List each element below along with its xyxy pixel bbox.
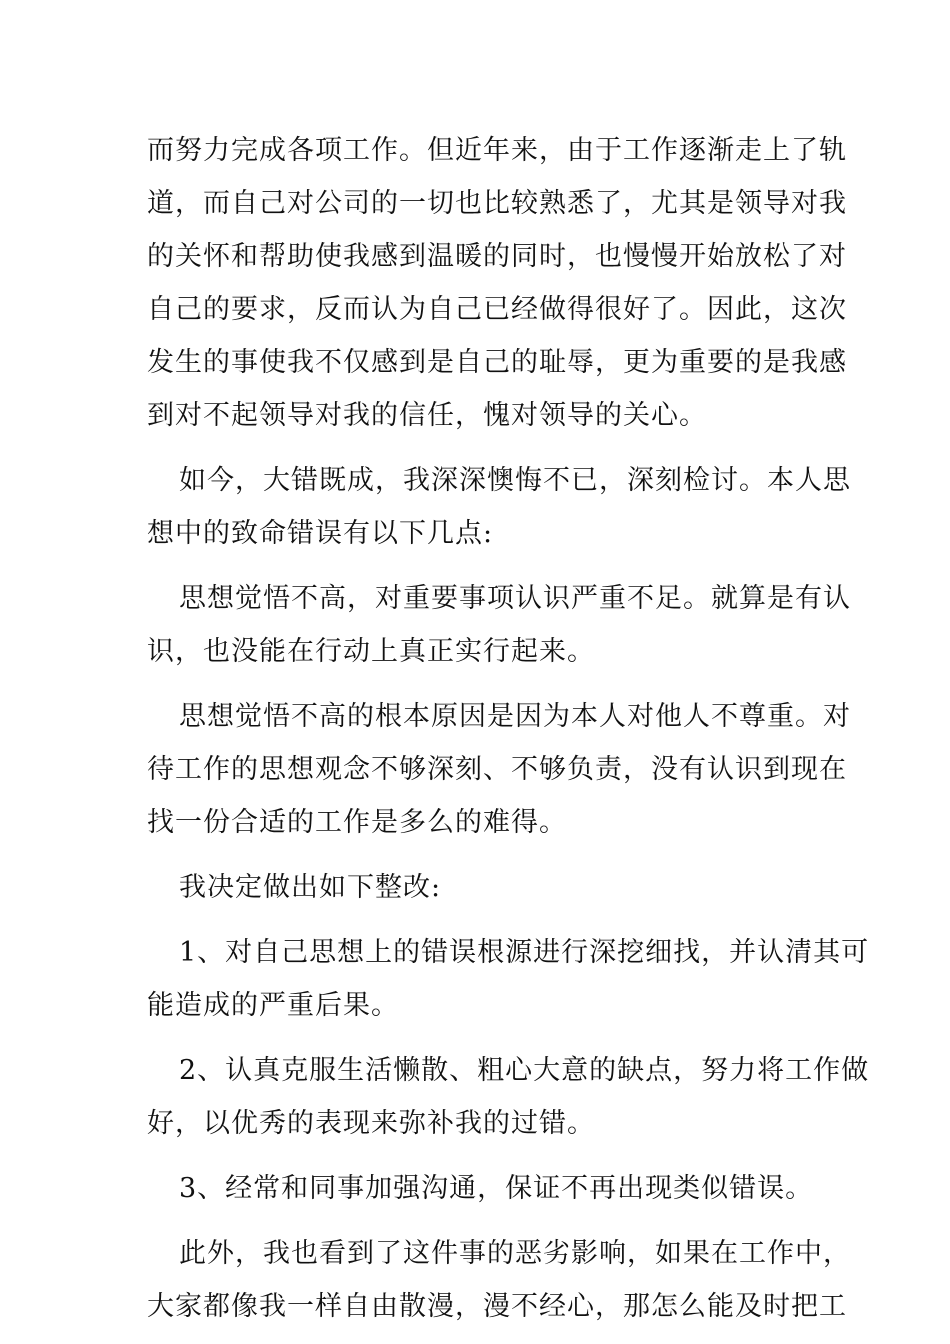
text-line: 好，以优秀的表现来弥补我的过错。	[147, 1108, 595, 1139]
paragraph-first-line: 思想觉悟不高，对重要事项认识严重不足。就算是有认	[179, 583, 851, 614]
text-line: 识，也没能在行动上真正实行起来。	[147, 636, 595, 667]
text-line: 能造成的严重后果。	[147, 990, 399, 1021]
list-item-2: 2、认真克服生活懒散、粗心大意的缺点，努力将工作做	[179, 1055, 870, 1086]
text-line: 找一份合适的工作是多么的难得。	[147, 807, 567, 838]
text-line: 而努力完成各项工作。但近年来，由于工作逐渐走上了轨	[147, 135, 847, 166]
text-line: 发生的事使我不仅感到是自己的耻辱，更为重要的是我感	[147, 347, 847, 378]
text-line: 待工作的思想观念不够深刻、不够负责，没有认识到现在	[147, 754, 847, 785]
text-line: 的关怀和帮助使我感到温暖的同时，也慢慢开始放松了对	[147, 241, 847, 272]
text-line: 道，而自己对公司的一切也比较熟悉了，尤其是领导对我	[147, 188, 847, 219]
paragraph-first-line: 思想觉悟不高的根本原因是因为本人对他人不尊重。对	[179, 701, 851, 732]
text-line: 大家都像我一样自由散漫，漫不经心，那怎么能及时把工	[147, 1291, 847, 1322]
document-body	[147, 124, 870, 1333]
paragraph-first-line: 此外，我也看到了这件事的恶劣影响，如果在工作中，	[179, 1238, 851, 1269]
paragraph-first-line: 如今，大错既成，我深深懊悔不已，深刻检讨。本人思	[179, 465, 851, 496]
paragraph-first-line: 我决定做出如下整改:	[179, 872, 442, 903]
text-line: 到对不起领导对我的信任，愧对领导的关心。	[147, 400, 707, 431]
list-item-3: 3、经常和同事加强沟通，保证不再出现类似错误。	[179, 1173, 814, 1204]
text-line: 自己的要求，反而认为自己已经做得很好了。因此，这次	[147, 294, 847, 325]
list-item-1: 1、对自己思想上的错误根源进行深挖细找，并认清其可	[179, 937, 870, 968]
text-line: 想中的致命错误有以下几点:	[147, 518, 494, 549]
